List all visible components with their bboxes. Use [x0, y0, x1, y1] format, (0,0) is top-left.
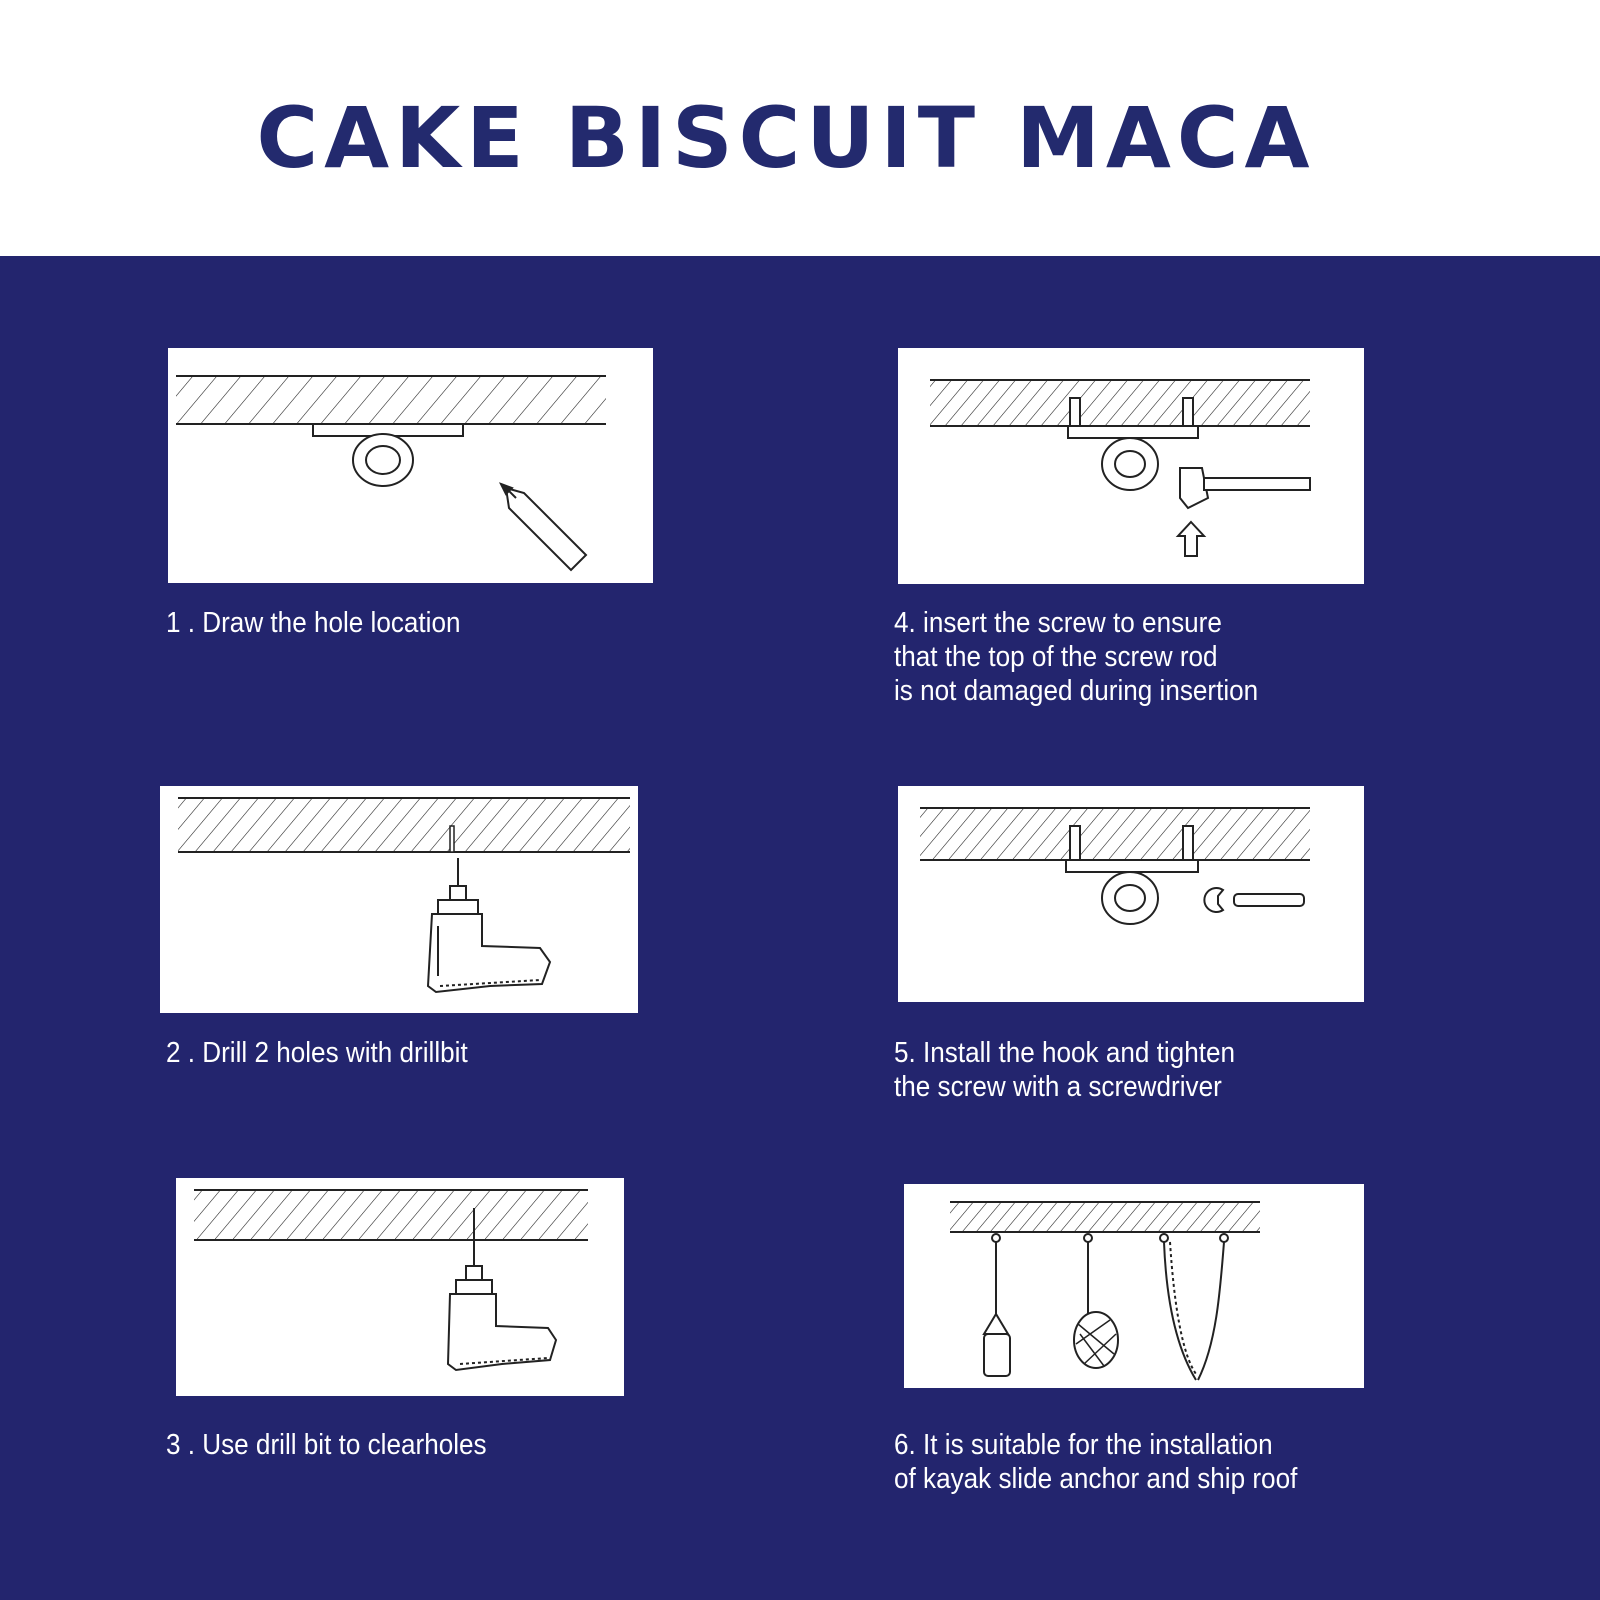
step-3-caption: 3 . Use drill bit to clearholes: [166, 1429, 487, 1461]
drill-icon: [428, 858, 550, 992]
step-1-illustration: [168, 348, 653, 583]
step-2-caption: 2 . Drill 2 holes with drillbit: [166, 1037, 468, 1069]
clear-holes-drawing: [176, 1178, 624, 1396]
pencil-icon: [501, 484, 586, 570]
step-4-illustration: [898, 348, 1364, 584]
hammer-icon: [1180, 468, 1310, 508]
step-2-illustration: [160, 786, 638, 1013]
hammock-swing-icon: [1160, 1234, 1228, 1380]
arrow-up-icon: [1178, 522, 1204, 556]
punching-bag-icon: [984, 1234, 1010, 1376]
hanging-items-drawing: [904, 1184, 1364, 1388]
step-5-illustration: [898, 786, 1364, 1002]
step-6-illustration: [904, 1184, 1364, 1388]
step-4-caption: 4. insert the screw to ensure that the top of the screw rod is not damaged during insertion: [894, 607, 1259, 707]
wrench-icon: [1204, 888, 1304, 912]
drill-holes-drawing: [160, 786, 638, 1013]
tighten-screw-drawing: [898, 786, 1364, 1002]
step-3-illustration: [176, 1178, 624, 1396]
step-1-caption: 1 . Draw the hole location: [166, 607, 461, 639]
header: [0, 0, 1600, 256]
draw-hole-location-drawing: [168, 348, 653, 583]
step-5-caption: 5. Install the hook and tighten the screw with a screwdriver: [894, 1037, 1236, 1103]
insert-screw-drawing: [898, 348, 1364, 584]
page-title: CAKE BISCUIT MACA: [256, 89, 1316, 187]
step-6-caption: 6. It is suitable for the installation of kayak slide anchor and ship roof: [894, 1429, 1298, 1495]
net-bag-icon: [1074, 1234, 1118, 1368]
